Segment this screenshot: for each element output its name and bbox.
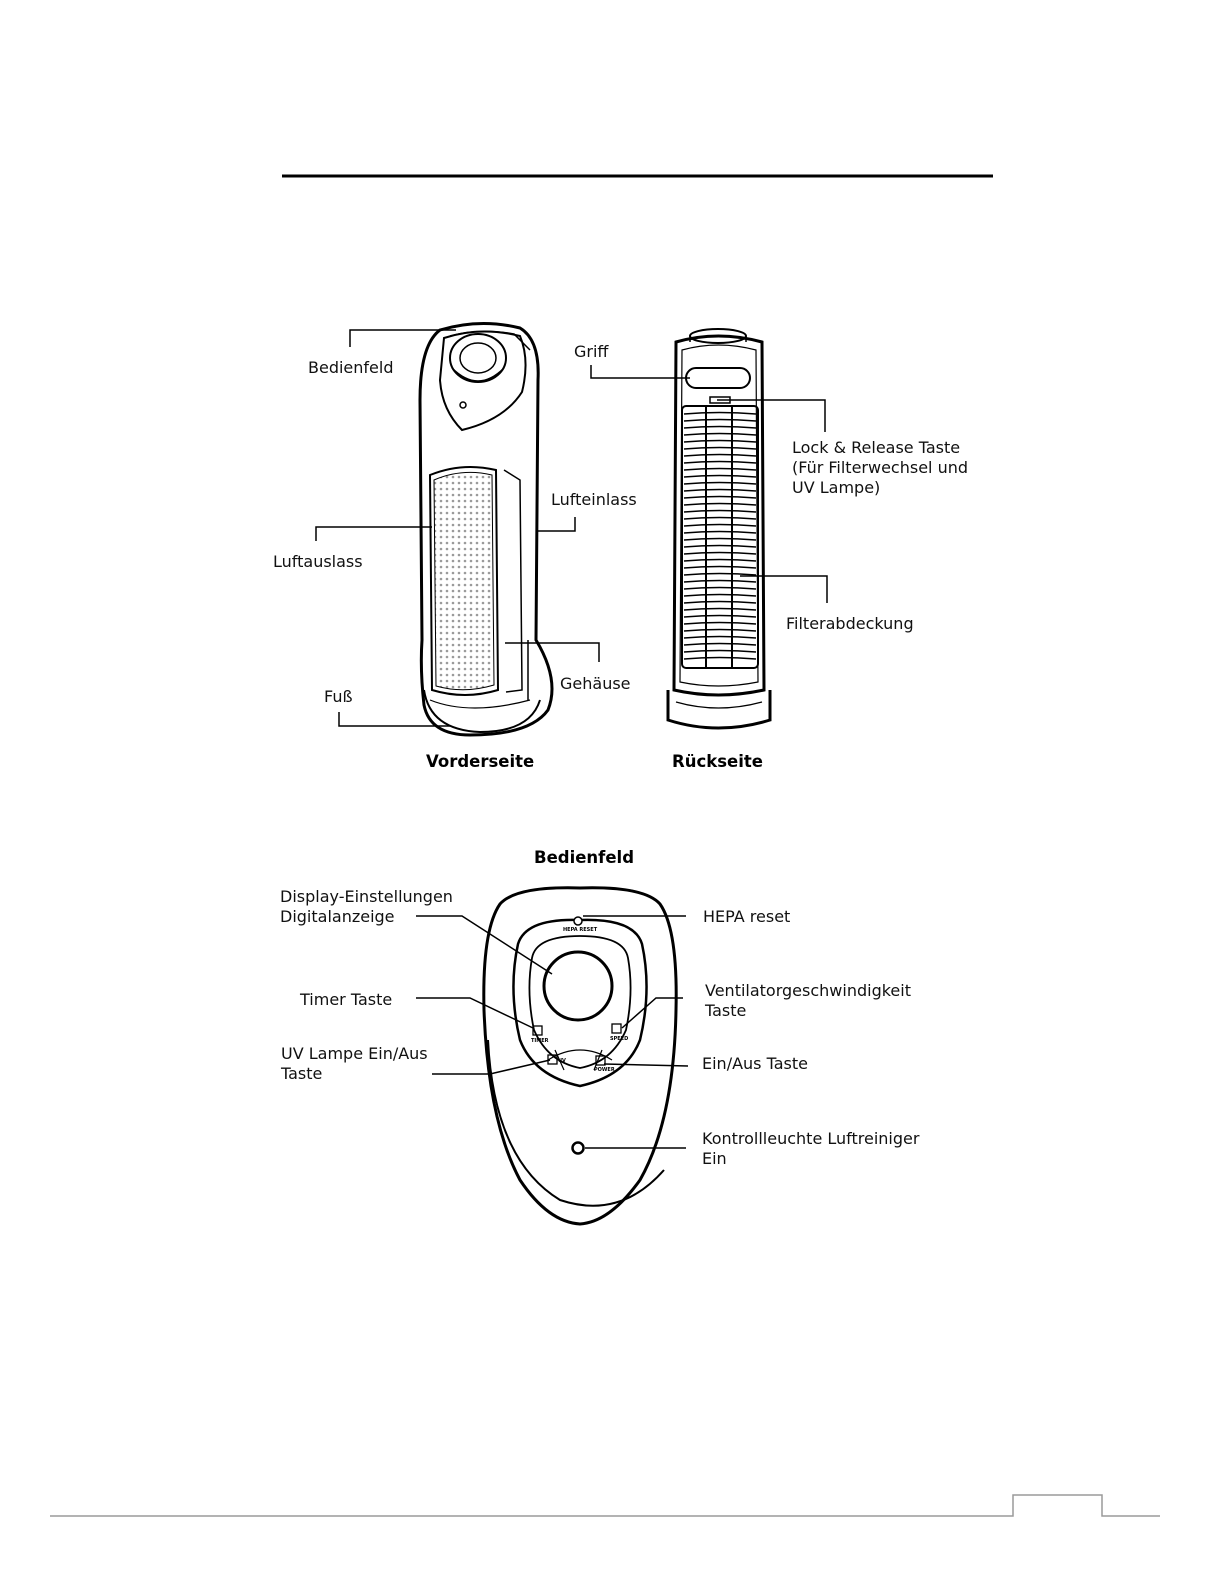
- label-display-line1: Display-Einstellungen: [280, 887, 453, 906]
- filter-slat: [684, 581, 756, 583]
- filter-slat: [684, 469, 756, 471]
- filter-slat: [684, 560, 756, 562]
- filter-slat: [684, 609, 756, 611]
- timer-button-text: TIMER: [531, 1038, 549, 1044]
- label-lufteinlass: Lufteinlass: [551, 490, 637, 509]
- filter-slat: [684, 588, 756, 590]
- label-gehaeuse: Gehäuse: [560, 674, 631, 693]
- footer-rule: [50, 1495, 1160, 1516]
- label-fuss: Fuß: [324, 687, 353, 706]
- back-view-drawing: [668, 329, 770, 728]
- label-uv-line1: UV Lampe Ein/Aus: [281, 1044, 428, 1063]
- filter-slat: [684, 448, 756, 450]
- label-hepa-reset: HEPA reset: [703, 907, 791, 926]
- label-griff: Griff: [574, 342, 609, 361]
- label-lamp-line2: Ein: [702, 1149, 727, 1168]
- front-view-drawing: [420, 323, 552, 735]
- caption-panel: Bedienfeld: [534, 848, 635, 867]
- label-fan-line1: Ventilatorgeschwindigkeit: [705, 981, 911, 1000]
- leader-lines-top: [316, 330, 827, 726]
- uv-button-text: UV: [558, 1058, 566, 1064]
- filter-slat: [684, 476, 756, 478]
- filter-slat: [684, 532, 756, 534]
- label-luftauslass: Luftauslass: [273, 552, 363, 571]
- filter-slat: [684, 434, 756, 436]
- label-timer: Timer Taste: [300, 990, 393, 1009]
- caption-back: Rückseite: [672, 752, 763, 771]
- filter-slat: [684, 658, 756, 660]
- filter-slat: [684, 644, 756, 646]
- label-lock-release-line2: (Für Filterwechsel und: [792, 458, 969, 477]
- label-uv-line2: Taste: [281, 1064, 323, 1083]
- hepa-reset-text: HEPA RESET: [563, 927, 598, 933]
- filter-slat: [684, 441, 756, 443]
- filter-slat: [684, 497, 756, 499]
- label-lock-release-line1: Lock & Release Taste: [792, 438, 961, 457]
- label-fan-line2: Taste: [705, 1001, 747, 1020]
- filter-slat: [684, 651, 756, 653]
- filter-slat: [684, 553, 756, 555]
- label-filterabdeckung: Filterabdeckung: [786, 614, 914, 633]
- filter-slat: [684, 511, 756, 513]
- leader-lines-panel: [416, 916, 688, 1148]
- filter-slat: [684, 546, 756, 548]
- filter-slat: [684, 462, 756, 464]
- filter-slat: [684, 602, 756, 604]
- filter-slat: [684, 539, 756, 541]
- power-button-text: POWER: [594, 1067, 615, 1073]
- filter-slat: [684, 504, 756, 506]
- filter-slats: [684, 413, 756, 660]
- filter-slat: [684, 455, 756, 457]
- label-lamp-line1: Kontrollleuchte Luftreiniger: [702, 1129, 920, 1148]
- filter-slat: [684, 623, 756, 625]
- filter-slat: [684, 490, 756, 492]
- filter-slat: [684, 595, 756, 597]
- filter-slat: [684, 413, 756, 415]
- filter-slat: [684, 567, 756, 569]
- filter-slat: [684, 420, 756, 422]
- label-lock-release-line3: UV Lampe): [792, 478, 881, 497]
- filter-slat: [684, 637, 756, 639]
- caption-front: Vorderseite: [426, 752, 535, 771]
- label-bedienfeld: Bedienfeld: [308, 358, 394, 377]
- filter-slat: [684, 483, 756, 485]
- filter-slat: [684, 427, 756, 429]
- speed-button-text: SPEED: [610, 1036, 629, 1042]
- filter-slat: [684, 616, 756, 618]
- filter-slat: [684, 525, 756, 527]
- label-display-line2: Digitalanzeige: [280, 907, 395, 926]
- filter-slat: [684, 518, 756, 520]
- control-panel-drawing: [484, 888, 676, 1224]
- label-power: Ein/Aus Taste: [702, 1054, 808, 1073]
- filter-slat: [684, 630, 756, 632]
- filter-slat: [684, 574, 756, 576]
